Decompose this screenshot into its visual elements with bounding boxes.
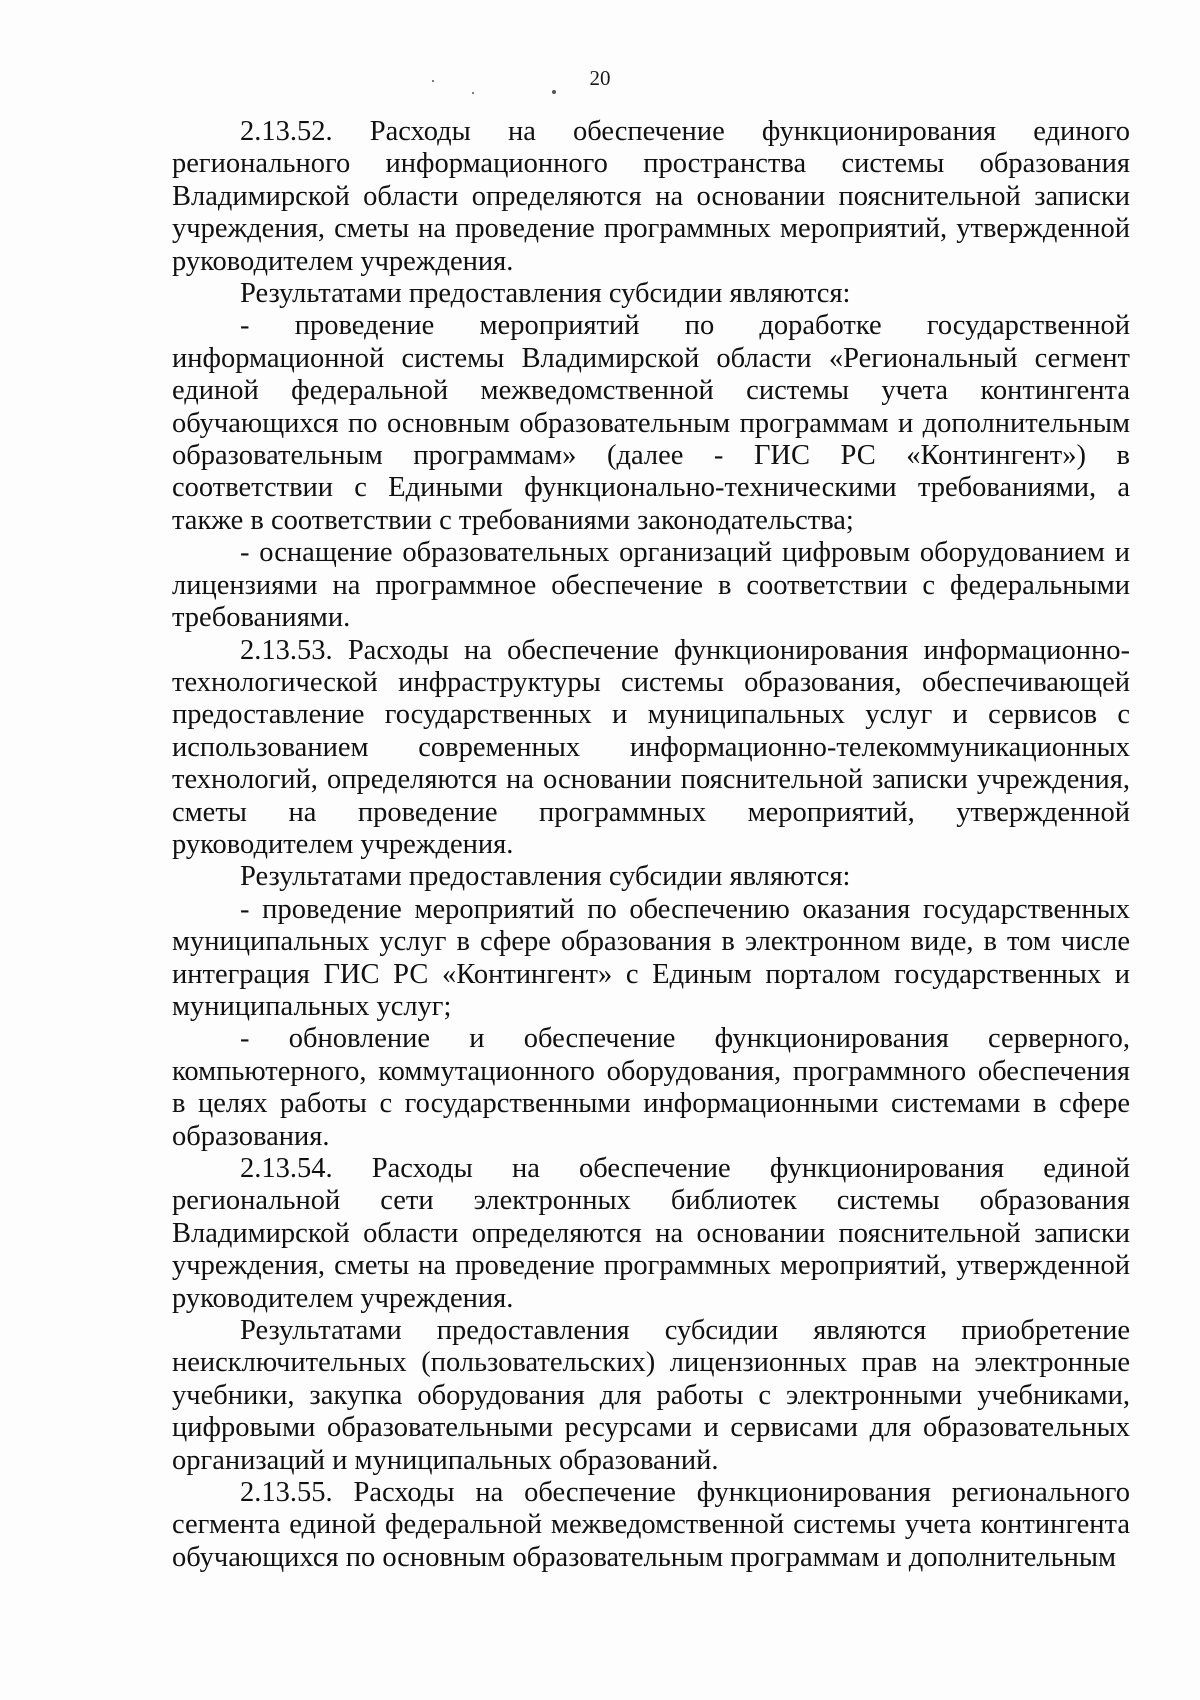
paragraph-results-heading: Результатами предоставления субсидии являются: bbox=[240, 861, 851, 893]
paragraph-2-13-55: 2.13.55. Расходы на обеспечение функционирования регионального сегмента единой федеральной межведомственной системы учета контингента обучающихся по основным образовательным программам и дополнительным bbox=[172, 1477, 1130, 1573]
page-number: 20 bbox=[589, 66, 611, 90]
list-item: - оснащение образовательных организаций цифровым оборудованием и лицензиями на программное обеспечение в соответствии с федеральными требованиями. bbox=[172, 537, 1130, 634]
document-body bbox=[172, 116, 1130, 1574]
scan-speck bbox=[552, 90, 556, 94]
paragraph-2-13-54: 2.13.54. Расходы на обеспечение функционирования единой региональной сети электронных библиотек системы образования Владимирской области определяются на основании пояснительной записки учреждения, сметы на проведение программных мероприятий, утвержденной руководителем учреждения. bbox=[172, 1153, 1130, 1314]
paragraph-2-13-52: 2.13.52. Расходы на обеспечение функционирования единого регионального информационного пространства системы образования Владимирской области определяются на основании пояснительной записки учреждения, сметы на проведение программных мероприятий, утвержденной руководителем учреждения. bbox=[172, 116, 1130, 277]
list-item: - проведение мероприятий по доработке государственной информационной системы Владимирской области «Региональный сегмент единой федеральной межведомственной системы учета контингента обучающихся по основным образовательным программам и дополнительным образовательным программам» (далее - ГИС РС «Контингент») в соответствии с Едиными функционально-техническими требованиями, а также в соответствии с требованиями законодательства; bbox=[172, 310, 1130, 536]
paragraph-results: Результатами предоставления субсидии являются приобретение неисключительных (пользовательских) лицензионных прав на электронные учебники, закупка оборудования для работы с электронными учебниками, цифровыми образовательными ресурсами и сервисами для образовательных организаций и муниципальных образований. bbox=[172, 1315, 1130, 1476]
paragraph-results-heading: Результатами предоставления субсидии являются: bbox=[240, 278, 851, 310]
list-item: - проведение мероприятий по обеспечению оказания государственных муниципальных услуг в сфере образования в электронном виде, в том числе интеграция ГИС РС «Контингент» с Единым порталом государственных и муниципальных услуг; bbox=[172, 893, 1130, 1022]
scan-speck bbox=[472, 92, 474, 94]
list-item: - обновление и обеспечение функционирования серверного, компьютерного, коммутационного оборудования, программного обеспечения в целях работы с государственными информационными системами в сфере образования. bbox=[172, 1023, 1130, 1152]
paragraph-2-13-53: 2.13.53. Расходы на обеспечение функционирования информационно-технологической инфраструктуры системы образования, обеспечивающей предоставление государственных и муниципальных услуг и сервисов с использованием современных информационно-телекоммуникационных технологий, определяются на основании пояснительной записки учреждения, сметы на проведение программных мероприятий, утвержденной руководителем учреждения. bbox=[172, 634, 1130, 860]
scan-speck bbox=[432, 80, 434, 82]
